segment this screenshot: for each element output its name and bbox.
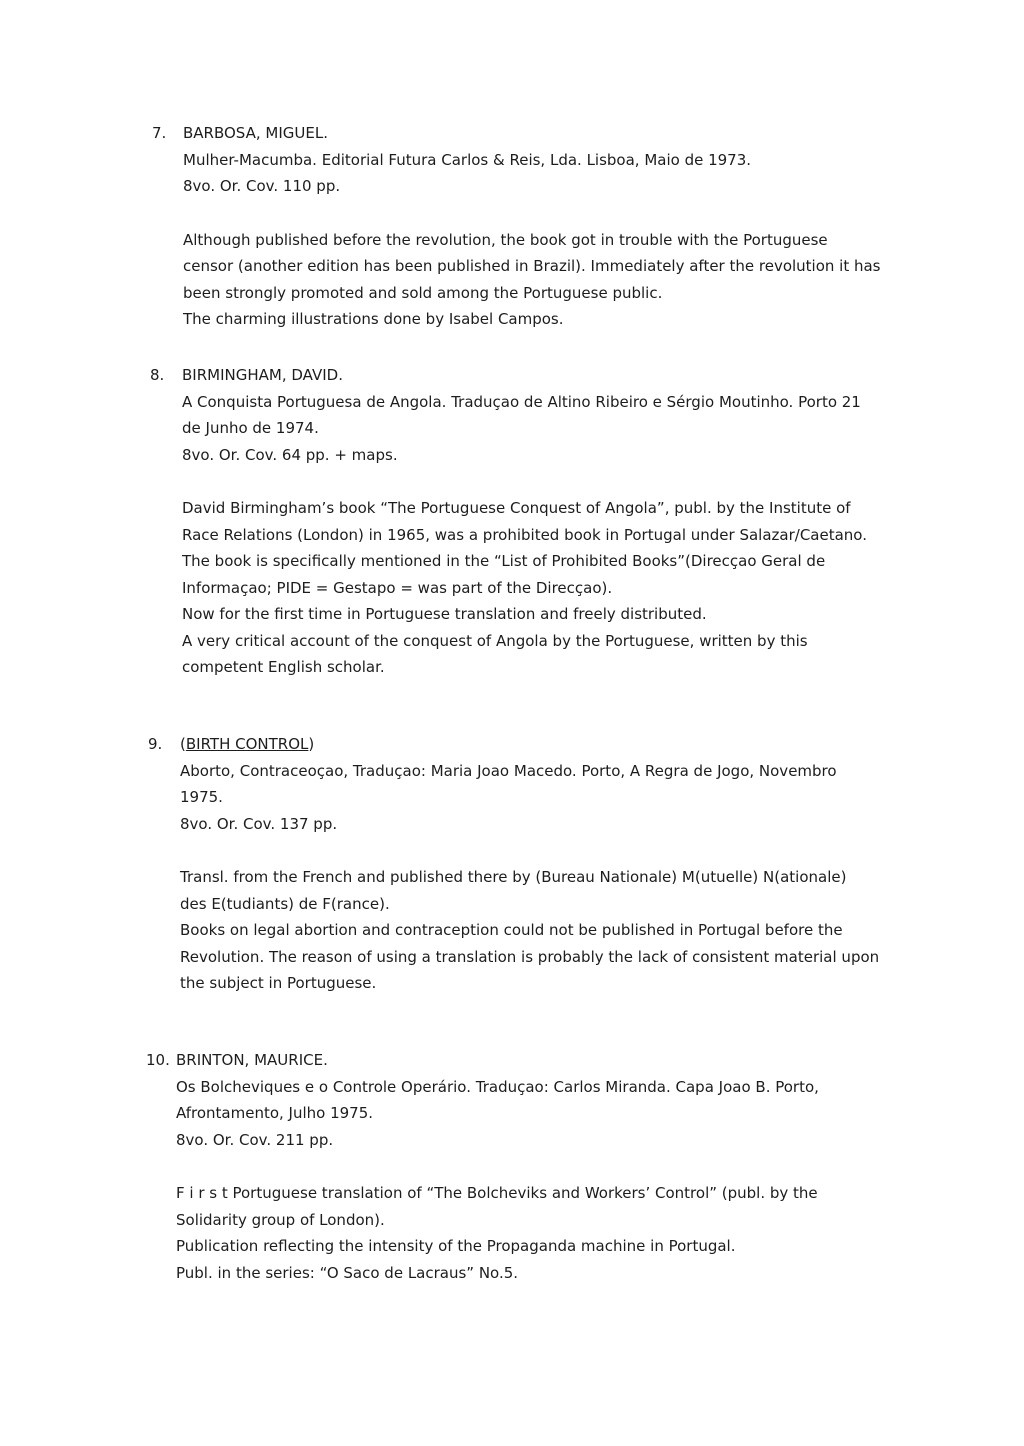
entry-heading: BARBOSA, MIGUEL. (183, 124, 328, 142)
entry-note-line: Now for the first time in Portuguese translation and freely distributed. (182, 605, 707, 623)
entry-note-line: Transl. from the French and published there by (Bureau Nationale) M(utuelle) N(ationale) (180, 868, 847, 886)
entry-note-line: competent English scholar. (182, 658, 385, 676)
entry-note-line: The charming illustrations done by Isabel Campos. (183, 310, 564, 328)
entry-citation-line: A Conquista Portuguesa de Angola. Traduçao de Altino Ribeiro e Sérgio Moutinho. Porto 21 (182, 392, 861, 411)
entry-note-line: the subject in Portuguese. (180, 974, 377, 992)
entry-note-line: David Birmingham’s book “The Portuguese Conquest of Angola”, publ. by the Institute of (182, 499, 851, 517)
entry-format: 8vo. Or. Cov. 64 pp. + maps. (182, 445, 398, 464)
entry-citation-line: Aborto, Contraceoçao, Traduçao: Maria Joao Macedo. Porto, A Regra de Jogo, Novembro (180, 761, 837, 780)
entry-citation-line: Afrontamento, Julho 1975. (176, 1104, 374, 1122)
entry-note-line: Solidarity group of London). (176, 1210, 385, 1229)
entry-number: 10. (146, 1051, 170, 1069)
entry-format: 8vo. Or. Cov. 110 pp. (183, 177, 341, 195)
entry-heading: BRINTON, MAURICE. (176, 1051, 328, 1069)
entry-number: 7. (152, 124, 167, 142)
entry-note-line: Although published before the revolution, the book got in trouble with the Portuguese (183, 230, 828, 249)
entry-note-line: Informaçao; PIDE = Gestapo = was part of the Direcçao). (182, 578, 613, 597)
entry-note-line: Publ. in the series: “O Saco de Lacraus” No.5. (176, 1263, 519, 1282)
entry-note-line: Books on legal abortion and contraception could not be published in Portugal before the (180, 921, 843, 939)
entry-heading: (BIRTH CONTROL) (180, 735, 315, 753)
entry-note-line: censor (another edition has been published in Brazil). Immediately after the revolution it has (183, 257, 881, 275)
entry-format: 8vo. Or. Cov. 137 pp. (180, 814, 338, 833)
entry-note-line: Race Relations (London) in 1965, was a prohibited book in Portugal under Salazar/Caetano. (182, 525, 867, 544)
entry-heading: BIRMINGHAM, DAVID. (182, 366, 343, 384)
entry-note-line: Publication reflecting the intensity of the Propaganda machine in Portugal. (176, 1237, 736, 1255)
entry-note-line: Revolution. The reason of using a translation is probably the lack of consistent material upon (180, 947, 880, 966)
entry-number: 9. (148, 735, 163, 753)
entry-note-line: been strongly promoted and sold among the Portuguese public. (183, 283, 663, 302)
entry-citation-line: de Junho de 1974. (182, 419, 319, 437)
entry-note-line: des E(tudiants) de F(rance). (180, 894, 390, 913)
entry-citation-line: 1975. (180, 788, 223, 806)
entry-citation-line: Mulher-Macumba. Editorial Futura Carlos & Reis, Lda. Lisboa, Maio de 1973. (183, 150, 752, 169)
entry-format: 8vo. Or. Cov. 211 pp. (176, 1130, 334, 1149)
entry-citation-line: Os Bolcheviques e o Controle Operário. Traduçao: Carlos Miranda. Capa Joao B. Porto, (176, 1077, 819, 1096)
entry-note-line: A very critical account of the conquest of Angola by the Portuguese, written by this (182, 631, 808, 650)
entry-note-line: The book is specifically mentioned in the “List of Prohibited Books”(Direcçao Geral de (182, 552, 826, 570)
entry-note-line: F i r s t Portuguese translation of “The Bolcheviks and Workers’ Control” (publ. by the (176, 1184, 818, 1202)
entry-number: 8. (150, 366, 165, 384)
entry-heading-subject: BIRTH CONTROL (185, 735, 309, 753)
